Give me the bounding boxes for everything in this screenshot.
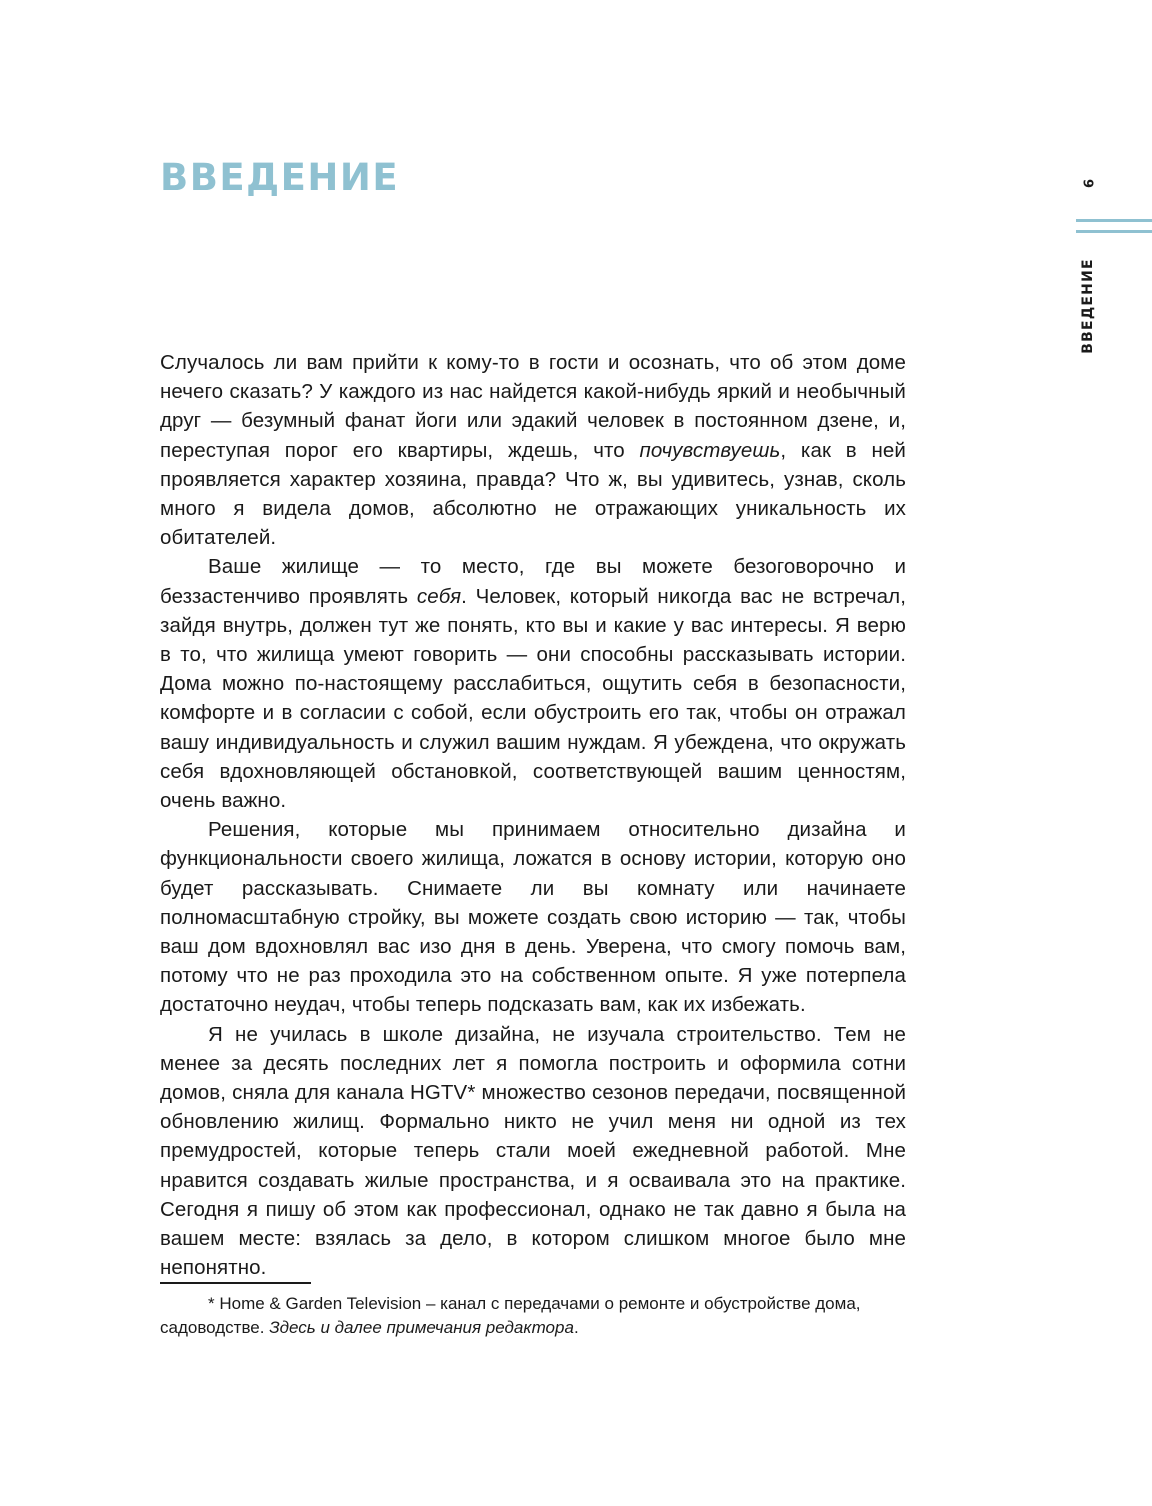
footnote [160, 1292, 906, 1340]
emphasis-text: себя [416, 584, 462, 608]
text-run: , как в ней проявляется характер хозяина, правда? Что ж, вы удивитесь, узнав, сколь много я видела домов, абсолютно не отражающих уникальность их обитателей. [160, 438, 906, 550]
text-run: * Home & Garden Television – канал с передачами о ремонте и обустройстве дома, садоводстве. [160, 1294, 861, 1337]
paragraph [160, 1020, 906, 1283]
side-rule-bottom [1076, 230, 1152, 233]
emphasis-text: почувствуешь [639, 438, 781, 462]
text-run: Решения, которые мы принимаем относительно дизайна и функциональности своего жилища, ложатся в основу истории, которую оно будет рассказывать. Снимаете ли вы комнату или начинаете полномасштабную стройку, вы можете создать свою историю — так, чтобы ваш дом вдохновлял вас изо дня в день. Уверена, что смогу помочь вам, потому что не раз проходила это на собственном опыте. Я уже потерпела достаточно неудач, чтобы теперь подсказать вам, как их избежать. [160, 818, 906, 1017]
footnote-rule [160, 1282, 311, 1284]
running-head: ВВЕДЕНИЕ [1080, 258, 1096, 354]
page-number: 9 [1079, 178, 1095, 189]
text-run: . Человек, который никогда вас не встречал, зайдя внутрь, должен тут же понять, кто вы и какие у вас интересы. Я верю в то, что жилища умеют говорить — они способны рассказывать истории. Дома можно по-настоящему расслабиться, ощутить себя в безопасности, комфорте и в согласии с собой, если обустроить его так, чтобы он отражал вашу индивидуальность и служил вашим нуждам. Я убеждена, что окружать себя вдохновляющей обстановкой, соответствующей вашим ценностям, очень важно. [160, 584, 907, 813]
text-run: . [573, 1318, 579, 1337]
body-text [160, 348, 906, 1283]
text-run: Ваше жилище — то место, где вы можете безоговорочно и беззастенчиво проявлять [160, 555, 906, 608]
text-run: Случалось ли вам прийти к кому-то в гости и осознать, что об этом доме нечего сказать? У каждого из нас найдется какой-нибудь яркий и необычный друг — безумный фанат йоги или эдакий человек в постоянном дзене, и, переступая порог его квартиры, ждешь, что [160, 351, 906, 462]
emphasis-text: Здесь и далее примечания редактора [269, 1318, 574, 1337]
chapter-title: ВВЕДЕНИЕ [160, 156, 400, 199]
paragraph [160, 552, 906, 815]
side-rule-top [1076, 219, 1152, 222]
paragraph [160, 815, 906, 1019]
paragraph [160, 348, 906, 552]
text-run: Я не училась в школе дизайна, не изучала строительство. Тем не менее за десять последних лет я помогла построить и оформила сотни домов, сняла для канала HGTV* множество сезонов передачи, посвященной обновлению жилищ. Формально никто не учил меня ни одной из тех премудростей, которые теперь стали моей ежедневной работой. Мне нравится создавать жилые пространства, и я осваивала это на практике. Сегодня я пишу об этом как профессионал, однако не так давно я была на вашем месте: взялась за дело, в котором слишком многое было мне непонятно. [160, 1022, 906, 1280]
